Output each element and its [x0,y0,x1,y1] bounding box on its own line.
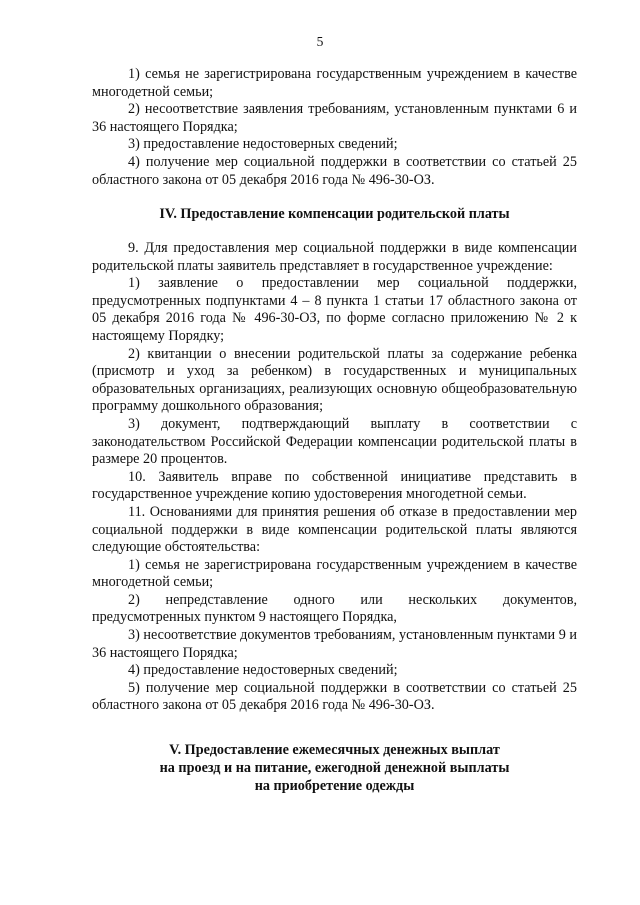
paragraph: 4) предоставление недостоверных сведений; [128,662,398,679]
section-iv-heading: IV. Предоставление компенсации родительской платы [159,206,510,222]
paragraph: 3) несоответствие документов требованиям, установленным пунктами 9 и 36 настоящего Порядка; [92,627,577,661]
section-v-heading-line: V. Предоставление ежемесячных денежных выплат [169,742,500,758]
paragraph: 9. Для предоставления мер социальной поддержки в виде компенсации родительской платы заявитель представляет в государственное учреждение: [92,240,577,274]
section-iii-refusal-list [92,66,577,189]
paragraph: 1) семья не зарегистрирована государственным учреждением в качестве многодетной семьи; [92,66,577,100]
paragraph: 2) непредставление одного или нескольких документов, предусмотренных пунктом 9 настоящего Порядка, [92,591,577,626]
section-v-heading-line: на проезд и на питание, ежегодной денежной выплаты [159,760,510,776]
paragraph: 3) предоставление недостоверных сведений; [128,136,398,153]
paragraph: 2) квитанции о внесении родительской платы за содержание ребенка (присмотр и уход за ребенком) в государственных и муниципальных образовательных организациях, реализующих основную общеобразовательную программу дошкольного образования; [92,345,577,415]
paragraph: 1) заявление о предоставлении мер социальной поддержки, предусмотренных подпунктами 4 – 8 пункта 1 статьи 17 областного закона от 05 декабря 2016 года № 496-30-ОЗ, по форме согласно приложению № 2 к настоящему Порядку; [92,275,577,344]
paragraph: 3) документ, подтверждающий выплату в соответствии с законодательством Российской Федерации компенсации родительской платы в размере 20 процентов. [92,415,577,468]
section-iv-body [92,240,577,715]
paragraph: 1) семья не зарегистрирована государственным учреждением в качестве многодетной семьи; [92,556,577,591]
section-v-heading-line: на приобретение одежды [254,778,415,794]
section-iv-heading-wrap [92,205,577,223]
paragraph: 11. Основаниями для принятия решения об отказе в предоставлении мер социальной поддержки в виде компенсации родительской платы являются следующие обстоятельства: [92,503,577,556]
paragraph: 10. Заявитель вправе по собственной инициативе представить в государственное учреждение копию удостоверения многодетной семьи. [92,468,577,503]
paragraph: 2) несоответствие заявления требованиям, установленным пунктами 6 и 36 настоящего Порядка; [92,101,577,135]
paragraph: 4) получение мер социальной поддержки в соответствии со статьей 25 областного закона от 05 декабря 2016 года № 496-30-ОЗ. [92,153,577,188]
page-number: 5 [316,34,324,49]
paragraph: 5) получение мер социальной поддержки в соответствии со статьей 25 областного закона от 05 декабря 2016 года № 496-30-ОЗ. [92,679,577,714]
section-v-heading-wrap [92,741,577,795]
